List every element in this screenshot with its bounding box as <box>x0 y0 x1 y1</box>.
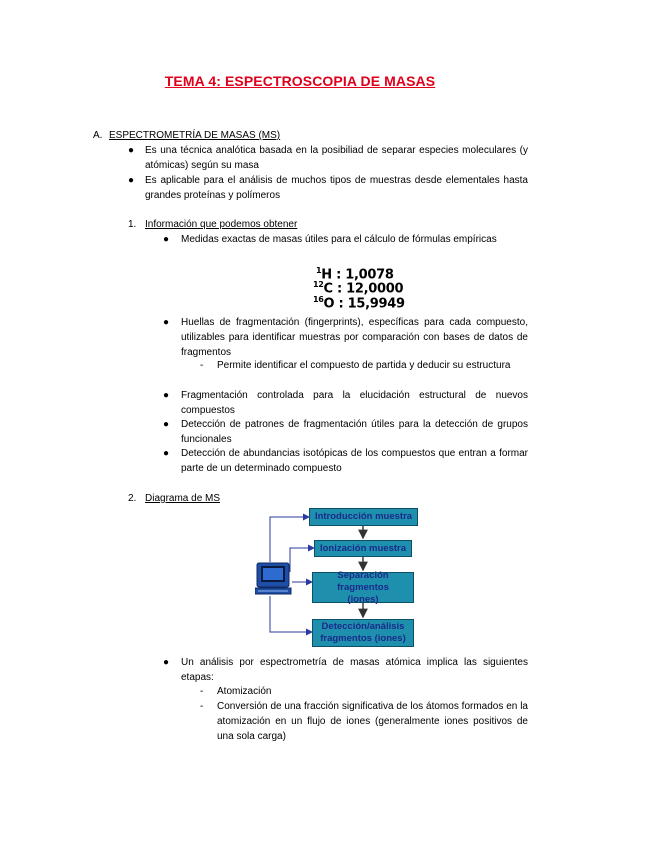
bullet-glyph: ● <box>163 390 170 401</box>
connector-to-box4 <box>270 596 312 632</box>
sub1-bullet-5: Detección de abundancias isotópicas de los compuestos que entran a formar parte de un determinado compuesto <box>181 448 528 474</box>
handwritten-mass-o: $^{16}$O : 15,9949 <box>313 295 405 312</box>
sub1-bullet-1: Medidas exactas de masas útiles para el cálculo de fórmulas empíricas <box>181 234 497 245</box>
ms-box-separacion: Separación fragmentos (iones) <box>312 572 414 603</box>
bullet-glyph: ● <box>163 419 170 430</box>
sub2-marker: 2. <box>128 493 137 504</box>
connector-to-box2 <box>290 548 314 572</box>
sub2-dash-1: Atomización <box>217 686 272 697</box>
ms-box-deteccion: Detección/análisis fragmentos (iones) <box>312 619 414 647</box>
section-a-marker: A. <box>93 130 103 141</box>
handwritten-mass-h: $^1$H : 1,0078 <box>316 266 394 283</box>
sub2-bullet-1: Un análisis por espectrometría de masas atómica implica las siguientes etapas: <box>181 657 528 683</box>
sub1-bullet-2: Huellas de fragmentación (fingerprints), específicas para cada compuesto, utilizables para identificar muestras por comparación con bases de datos de fragmentos <box>181 317 528 358</box>
sub1-heading: Información que podemos obtener <box>145 219 298 230</box>
sub1-marker: 1. <box>128 219 137 230</box>
sub2-heading: Diagrama de MS <box>145 493 221 504</box>
sub1-bullet-3: Fragmentación controlada para la elucidación estructural de nuevos compuestos <box>181 390 528 416</box>
ms-box-ionizacion: Ionización muestra <box>314 540 412 557</box>
computer-icon <box>255 562 293 596</box>
bullet-glyph: ● <box>163 657 170 668</box>
section-a-heading: ESPECTROMETRÍA DE MASAS (MS) <box>109 130 281 141</box>
bullet-glyph: ● <box>163 448 170 459</box>
section-a-bullet-2: Es aplicable para el análisis de muchos tipos de muestras desde elementales hasta grandes proteínas y polímeros <box>145 175 528 201</box>
sub2-dash-2: Conversión de una fracción significativa de los átomos formados en la atomización en un flujo de iones (generalmente iones positivos de una sola carga) <box>217 701 528 742</box>
ms-box-introduccion: Introducción muestra <box>309 508 418 526</box>
section-a-bullet-1: Es una técnica analótica basada en la posibiliad de separar especies moleculares (y atómicas) según su masa <box>145 145 528 171</box>
handwritten-mass-c: $^{12}$C : 12,0000 <box>313 280 404 297</box>
bullet-glyph: ● <box>128 145 135 156</box>
sub1-bullet-4: Detección de patrones de fragmentación útiles para la detección de grupos funcionales <box>181 419 528 445</box>
bullet-glyph: ● <box>128 175 135 186</box>
bullet-glyph: ● <box>163 317 170 328</box>
bullet-glyph: ● <box>163 234 170 245</box>
dash-glyph: - <box>200 701 204 712</box>
sub1-bullet-2-dash: Permite identificar el compuesto de partida y deducir su estructura <box>217 360 511 371</box>
dash-glyph: - <box>200 360 204 371</box>
page-title: TEMA 4: ESPECTROSCOPIA DE MASAS <box>164 73 436 89</box>
dash-glyph: - <box>200 686 204 697</box>
